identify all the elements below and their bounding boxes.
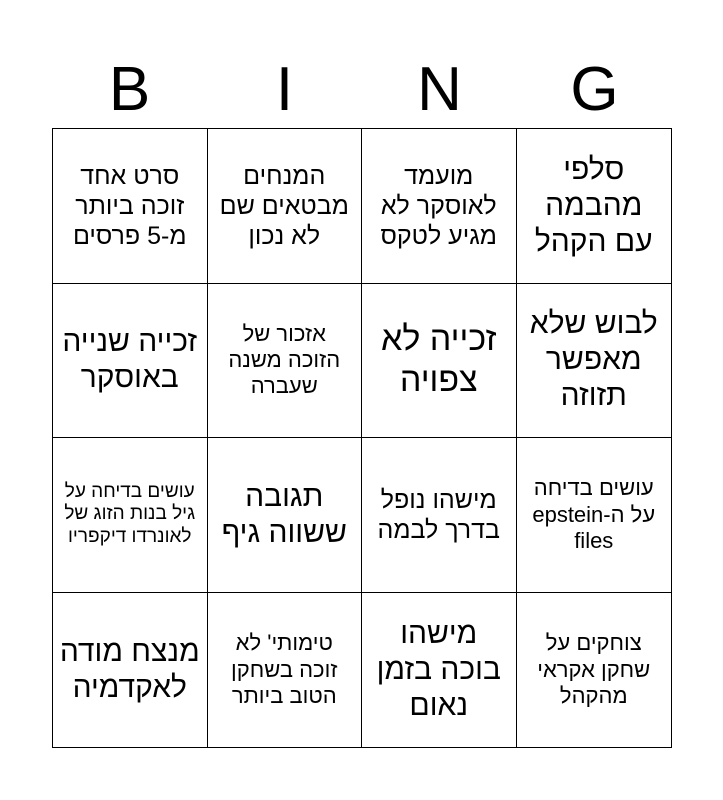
cell-text: מנצח מודה לאקדמיה — [59, 634, 200, 704]
bingo-cell[interactable] — [208, 284, 363, 439]
bingo-cell[interactable] — [53, 284, 208, 439]
cell-text: סרט אחד זוכה ביותר מ-5 פרסים — [72, 161, 187, 250]
cell-text: מועמד לאוסקר לא מגיע לטקס — [380, 161, 497, 250]
cell-text: עושים בדיחה על גיל בנות הזוג של לאונרדו דיקפריו — [64, 480, 196, 548]
cell-text: זכייה שנייה באוסקר — [62, 325, 198, 395]
bingo-cell[interactable] — [362, 129, 517, 284]
header-letter-g: G — [570, 55, 619, 124]
cell-text: צוחקים על שחקן אקראי מהקהל — [537, 630, 651, 708]
bingo-header — [52, 52, 672, 128]
bingo-cell[interactable] — [362, 438, 517, 593]
cell-text: טימותי' לא זוכה בשחקן הטוב ביותר — [231, 630, 338, 708]
cell-text: מישהו נופל בדרך לבמה — [377, 485, 500, 544]
cell-text: סלפי מהבמה עם הקהל — [534, 152, 653, 258]
cell-text: עושים בדיחה על ה-epstein files — [532, 475, 656, 553]
bingo-cell[interactable] — [362, 593, 517, 748]
bingo-cell[interactable] — [517, 129, 672, 284]
cell-text: לבוש שלא מאפשר תזוזה — [529, 307, 658, 413]
cell-text: המנחים מבטאים שם לא נכון — [219, 161, 349, 250]
bingo-cell[interactable] — [53, 438, 208, 593]
cell-text: תגובה ששווה גיף — [221, 479, 347, 549]
bingo-cell[interactable] — [208, 593, 363, 748]
bingo-cell[interactable] — [208, 438, 363, 593]
bingo-cell[interactable] — [517, 438, 672, 593]
cell-text: מישהו בוכה בזמן נאום — [376, 616, 501, 722]
header-letter-b: B — [108, 55, 151, 124]
cell-text: זכייה לא צפויה — [381, 320, 497, 400]
bingo-cell[interactable] — [208, 129, 363, 284]
header-letter-i: I — [275, 55, 294, 124]
bingo-board — [52, 128, 672, 748]
bingo-cell[interactable] — [517, 284, 672, 439]
cell-text: אזכור של הזוכה משנה שעברה — [228, 320, 341, 399]
bingo-cell[interactable] — [53, 129, 208, 284]
bingo-cell[interactable] — [53, 593, 208, 748]
bingo-cell[interactable] — [362, 284, 517, 439]
bingo-cell[interactable] — [517, 593, 672, 748]
header-letter-n: N — [417, 55, 462, 124]
